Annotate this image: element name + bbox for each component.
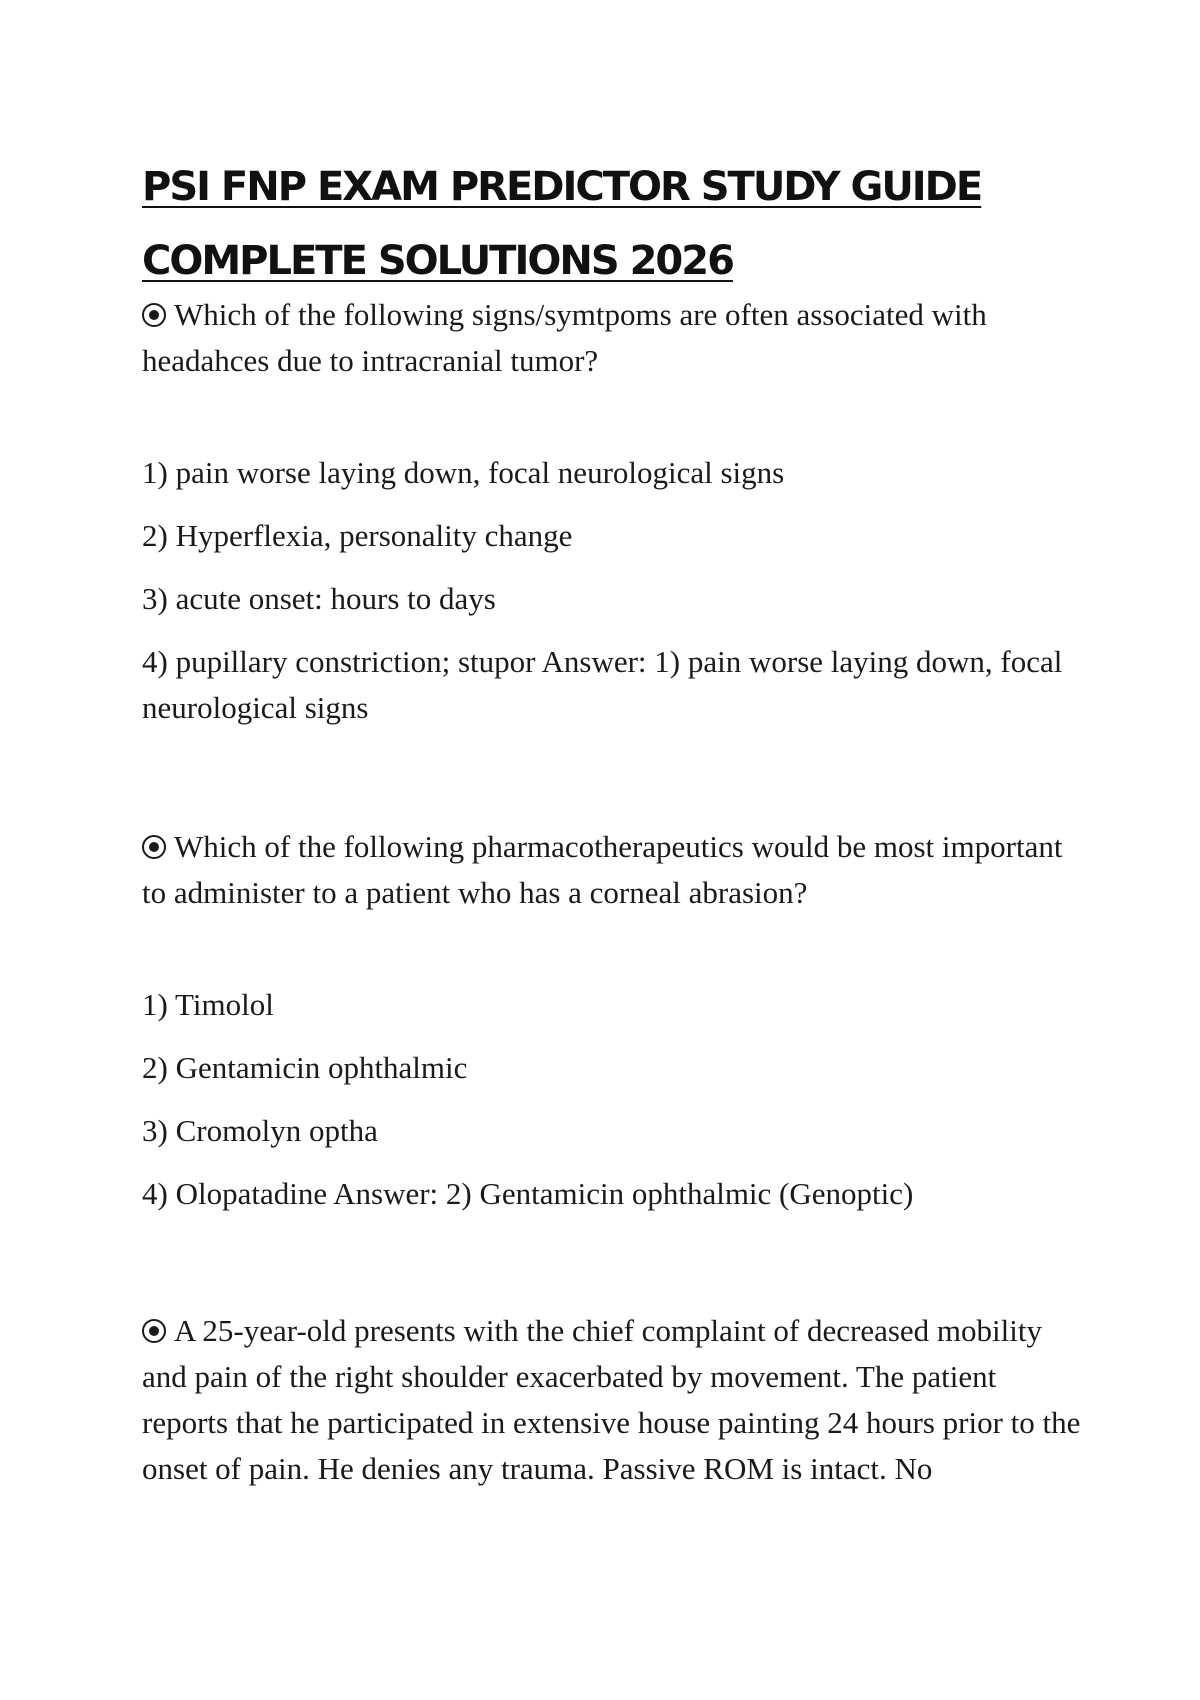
question-1-option-4-row (142, 639, 1082, 731)
question-1-option-3-row (142, 576, 1082, 622)
question-2-option-4-row (142, 1171, 1082, 1217)
title-line-2: COMPLETE SOLUTIONS 2026 (142, 238, 733, 284)
question-3-text: A 25-year-old presents with the chief complaint of decreased mobility and pain of the right shoulder exacerbated by movement. The patient reports that he participated in extensive house painting 24 hours prior to the onset of pain. He denies any trauma. Passive ROM is intact. No (142, 1313, 1081, 1486)
question-2-option-1: 1) Timolol (142, 987, 274, 1022)
title-line-1: PSI FNP EXAM PREDICTOR STUDY GUIDE (142, 164, 982, 210)
question-2-option-2: 2) Gentamicin ophthalmic (142, 1050, 468, 1085)
question-2-option-3-row (142, 1108, 1082, 1154)
question-2-option-1-row (142, 982, 1082, 1028)
radio-bullet-icon (142, 835, 166, 859)
question-3 (142, 1308, 1082, 1492)
question-2 (142, 824, 1082, 916)
document-title (142, 150, 1042, 298)
question-1-option-1: 1) pain worse laying down, focal neurological signs (142, 455, 785, 490)
question-1-option-2: 2) Hyperflexia, personality change (142, 518, 573, 553)
question-1-options (142, 450, 1082, 496)
question-1-text: Which of the following signs/symtpoms are often associated with headahces due to intracranial tumor? (142, 297, 987, 378)
question-1 (142, 292, 1082, 384)
question-2-text: Which of the following pharmacotherapeutics would be most important to administer to a patient who has a corneal abrasion? (142, 829, 1063, 910)
radio-bullet-icon (142, 303, 166, 327)
question-1-option-4: 4) pupillary constriction; stupor Answer: 1) pain worse laying down, focal neurological signs (142, 644, 1063, 725)
radio-bullet-icon (142, 1319, 166, 1343)
question-2-option-3: 3) Cromolyn optha (142, 1113, 378, 1148)
question-2-option-2-row (142, 1045, 1082, 1091)
question-1-option-3: 3) acute onset: hours to days (142, 581, 496, 616)
question-1-option-2-row (142, 513, 1082, 559)
question-2-option-4: 4) Olopatadine Answer: 2) Gentamicin ophthalmic (Genoptic) (142, 1176, 914, 1211)
